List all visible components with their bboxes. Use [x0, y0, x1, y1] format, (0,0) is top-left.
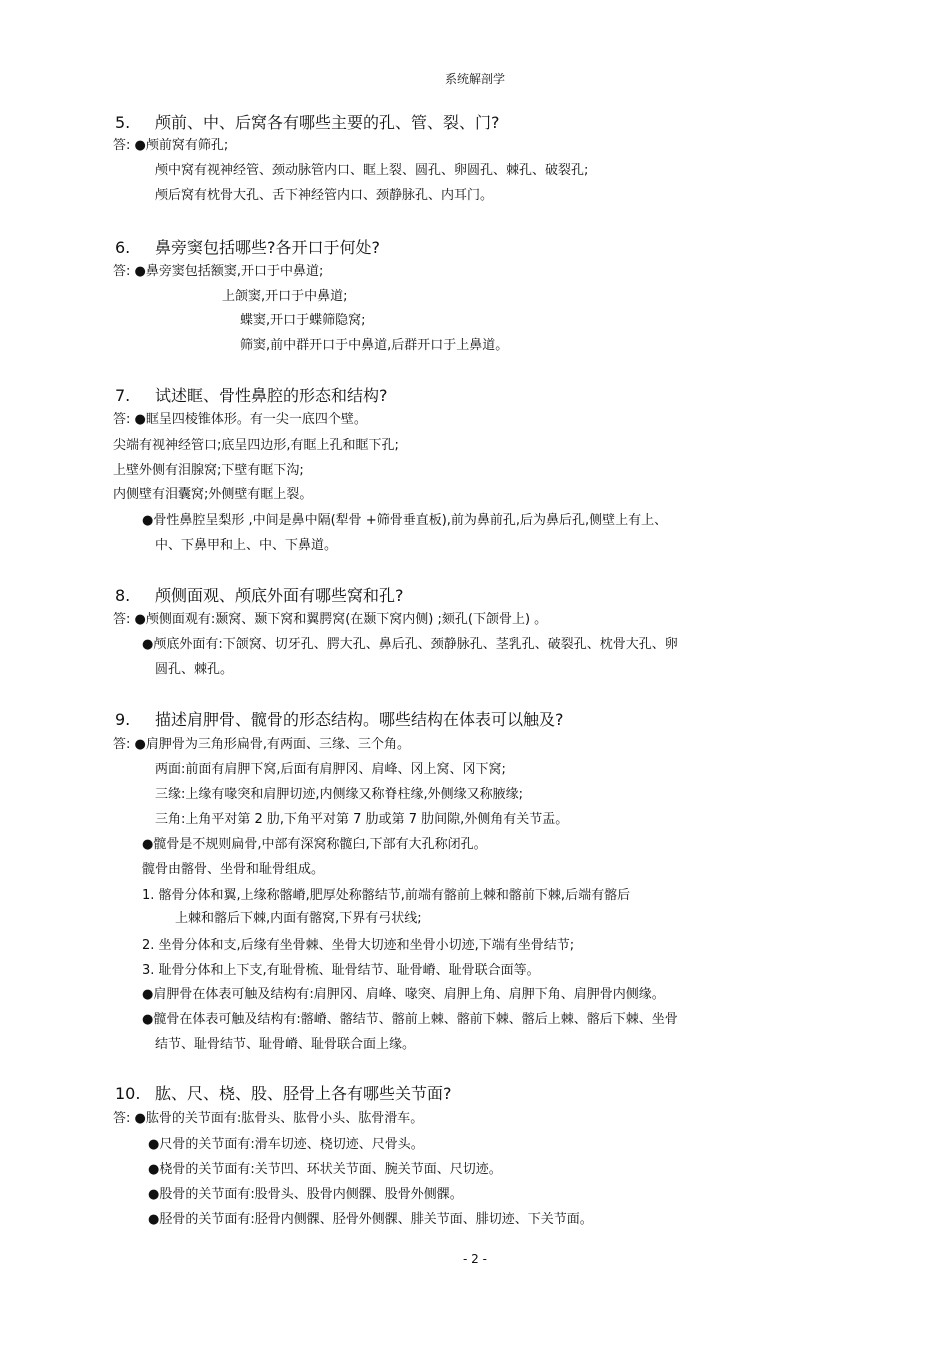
question-number: 9.: [115, 710, 131, 729]
answer-line: ●髋骨是不规则扁骨,中部有深窝称髋臼,下部有大孔称闭孔。: [142, 837, 487, 852]
question-text: 颅侧面观、颅底外面有哪些窝和孔?: [155, 586, 404, 605]
answer-line: ●肩胛骨在体表可触及结构有:肩胛冈、肩峰、喙突、肩胛上角、肩胛下角、肩胛骨内侧缘。: [142, 987, 665, 1002]
question-number: 6.: [115, 238, 131, 257]
answer-line: 1. 髂骨分体和翼,上缘称髂嵴,肥厚处称髂结节,前端有髂前上棘和髂前下棘,后端有髂后: [142, 888, 631, 903]
answer-line: 三缘:上缘有喙突和肩胛切迹,内侧缘又称脊柱缘,外侧缘又称腋缘;: [155, 787, 524, 802]
answer-line: 答: ●鼻旁窦包括额窦,开口于中鼻道;: [113, 264, 324, 279]
question-10-title: [115, 1081, 452, 1104]
answer-line: ●颅底外面有:下颌窝、切牙孔、腭大孔、鼻后孔、颈静脉孔、茎乳孔、破裂孔、枕骨大孔、卵: [142, 637, 678, 652]
answer-line: 答: ●颅前窝有筛孔;: [113, 138, 229, 153]
answer-line: 3. 耻骨分体和上下支,有耻骨梳、耻骨结节、耻骨嵴、耻骨联合面等。: [142, 963, 540, 978]
answer-line: 筛窦,前中群开口于中鼻道,后群开口于上鼻道。: [240, 338, 509, 353]
answer-line: ●桡骨的关节面有:关节凹、环状关节面、腕关节面、尺切迹。: [148, 1162, 502, 1177]
answer-line: 答: ●眶呈四棱锥体形。有一尖一底四个壁。: [113, 412, 367, 427]
question-number: 5.: [115, 113, 131, 132]
answer-line: 答: ●肩胛骨为三角形扁骨,有两面、三缘、三个角。: [113, 737, 410, 752]
running-header: 系统解剖学: [444, 72, 505, 86]
question-number: 10.: [115, 1084, 141, 1103]
answer-line: ●股骨的关节面有:股骨头、股骨内侧髁、股骨外侧髁。: [148, 1187, 463, 1202]
answer-line: 2. 坐骨分体和支,后缘有坐骨棘、坐骨大切迹和坐骨小切迹,下端有坐骨结节;: [142, 938, 575, 953]
question-text: 颅前、中、后窝各有哪些主要的孔、管、裂、门?: [155, 113, 500, 132]
answer-line: 结节、耻骨结节、耻骨嵴、耻骨联合面上缘。: [155, 1037, 416, 1052]
answer-line: 颅后窝有枕骨大孔、舌下神经管内口、颈静脉孔、内耳门。: [155, 188, 494, 203]
question-number: 7.: [115, 386, 131, 405]
answer-line: 髋骨由髂骨、坐骨和耻骨组成。: [142, 862, 325, 877]
answer-line: 答: ●肱骨的关节面有:肱骨头、肱骨小头、肱骨滑车。: [113, 1111, 424, 1126]
question-9-title: [115, 707, 564, 730]
answer-line: 蝶窦,开口于蝶筛隐窝;: [240, 313, 366, 328]
answer-line: 上棘和髂后下棘,内面有髂窝,下界有弓状线;: [175, 911, 422, 926]
answer-line: 三角:上角平对第 2 肋,下角平对第 7 肋或第 7 肋间隙,外侧角有关节盂。: [155, 812, 569, 827]
question-text: 鼻旁窦包括哪些?各开口于何处?: [155, 238, 380, 257]
answer-line: 内侧壁有泪囊窝;外侧壁有眶上裂。: [113, 487, 313, 502]
answer-line: 上壁外侧有泪腺窝;下壁有眶下沟;: [113, 463, 304, 478]
question-7-title: [115, 383, 388, 406]
question-text: 肱、尺、桡、股、胫骨上各有哪些关节面?: [155, 1084, 452, 1103]
answer-line: ●骨性鼻腔呈梨形 ,中间是鼻中隔(犁骨 +筛骨垂直板),前为鼻前孔,后为鼻后孔,侧壁上有上、: [142, 513, 668, 528]
question-8-title: [115, 583, 404, 606]
answer-line: 上颌窦,开口于中鼻道;: [222, 289, 348, 304]
question-text: 试述眶、骨性鼻腔的形态和结构?: [155, 386, 388, 405]
question-text: 描述肩胛骨、髋骨的形态结构。哪些结构在体表可以触及?: [155, 710, 564, 729]
answer-line: ●髋骨在体表可触及结构有:髂嵴、髂结节、髂前上棘、髂前下棘、髂后上棘、髂后下棘、坐骨: [142, 1012, 678, 1027]
answer-line: 尖端有视神经管口;底呈四边形,有眶上孔和眶下孔;: [113, 438, 399, 453]
answer-line: ●尺骨的关节面有:滑车切迹、桡切迹、尺骨头。: [148, 1137, 424, 1152]
page-number: - 2 -: [463, 1252, 487, 1266]
answer-line: 答: ●颅侧面观有:颞窝、颞下窝和翼腭窝(在颞下窝内侧) ;颏孔(下颌骨上) 。: [113, 612, 548, 627]
question-6-title: [115, 235, 380, 258]
question-5-title: [115, 110, 500, 133]
question-number: 8.: [115, 586, 131, 605]
answer-line: 圆孔、棘孔。: [155, 662, 234, 677]
answer-line: 颅中窝有视神经管、颈动脉管内口、眶上裂、圆孔、卵圆孔、棘孔、破裂孔;: [155, 163, 589, 178]
answer-line: ●胫骨的关节面有:胫骨内侧髁、胫骨外侧髁、腓关节面、腓切迹、下关节面。: [148, 1212, 593, 1227]
answer-line: 两面:前面有肩胛下窝,后面有肩胛冈、肩峰、冈上窝、冈下窝;: [155, 762, 506, 777]
answer-line: 中、下鼻甲和上、中、下鼻道。: [155, 538, 338, 553]
